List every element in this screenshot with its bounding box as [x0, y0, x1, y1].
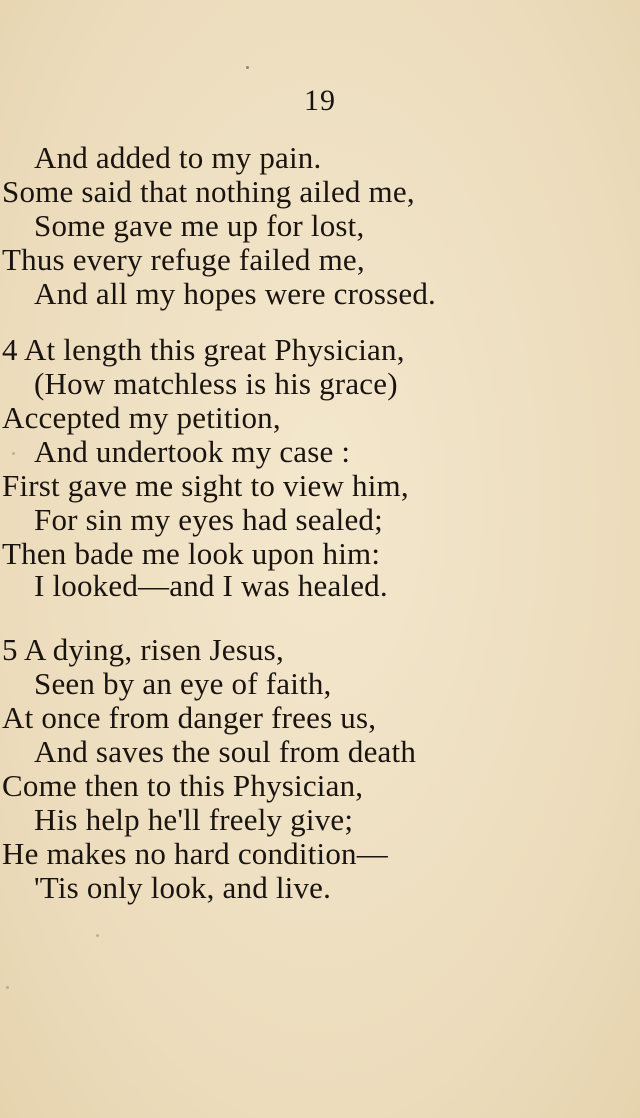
ink-speck [6, 986, 9, 989]
verse-line: At once from danger frees us, [2, 700, 377, 735]
verse-line: 'Tis only look, and live. [34, 870, 332, 905]
verse-line: First gave me sight to view him, [2, 468, 409, 503]
verse-line: And undertook my case : [34, 434, 351, 469]
verse-line: Seen by an eye of faith, [34, 666, 332, 701]
verse-line: And all my hopes were crossed. [34, 276, 437, 311]
verse-line: (How matchless is his grace) [34, 366, 398, 401]
verse-line: He makes no hard condition— [2, 836, 388, 871]
verse-line: Thus every refuge failed me, [2, 242, 365, 277]
verse-line: For sin my eyes had sealed; [34, 502, 383, 537]
verse-line: Some said that nothing ailed me, [2, 174, 415, 209]
verse-line: And saves the soul from death [34, 734, 417, 769]
verse-line: 4 At length this great Physician, [2, 332, 405, 367]
ink-speck [12, 452, 15, 455]
verse-line: Then bade me look upon him: [2, 536, 381, 571]
ink-speck [96, 934, 99, 937]
verse-line: Accepted my petition, [2, 400, 281, 435]
ink-speck [246, 66, 249, 69]
verse-line: 5 A dying, risen Jesus, [2, 632, 284, 667]
verse-line: His help he'll freely give; [34, 802, 354, 837]
page-number: 19 [304, 84, 336, 117]
verse-line: Come then to this Physician, [2, 768, 364, 803]
verse-line: And added to my pain. [34, 140, 322, 175]
verse-line: Some gave me up for lost, [34, 208, 365, 243]
verse-line: I looked—and I was healed. [34, 568, 388, 603]
